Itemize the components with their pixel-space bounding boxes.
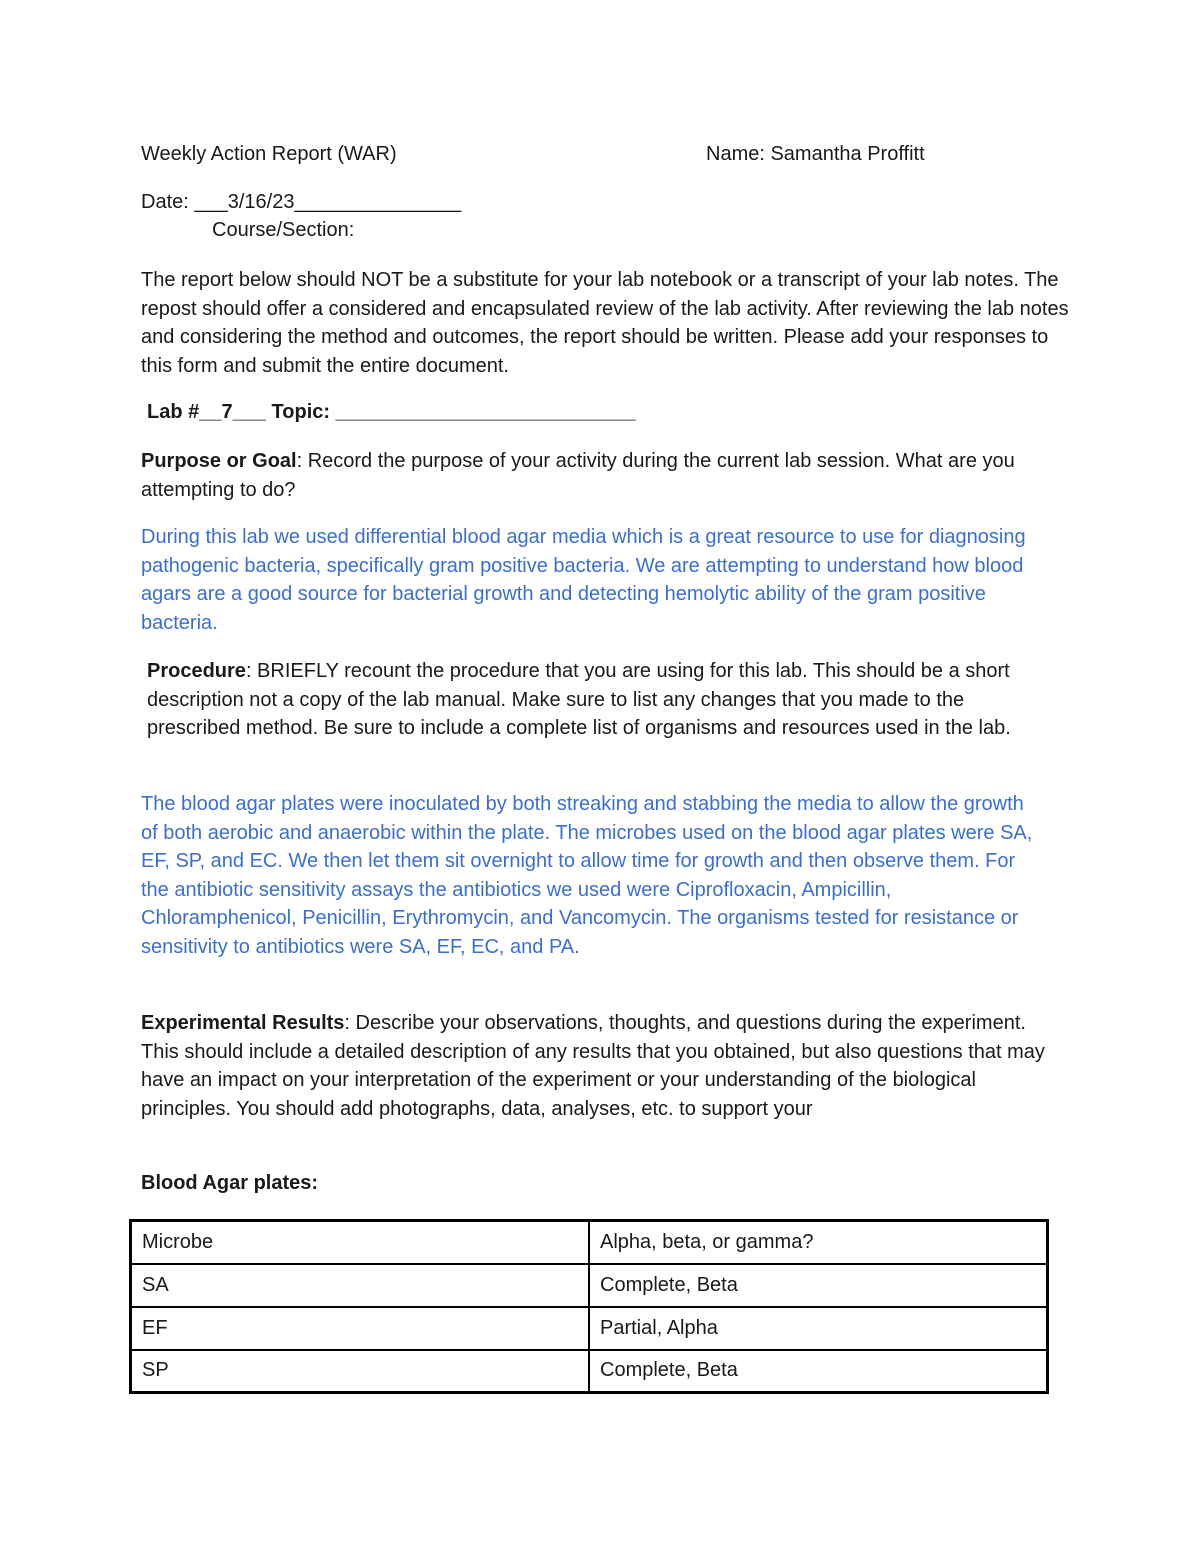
table-header-row: [131, 1221, 1048, 1264]
purpose-prompt: [141, 447, 1071, 504]
table-cell-hemolysis: Partial, Alpha: [589, 1307, 1048, 1350]
purpose-label: Purpose or Goal: [141, 450, 297, 472]
table-cell-microbe: SP: [131, 1350, 590, 1393]
results-prompt-text: : Describe your observations, thoughts, and questions during the experiment. This should include a detailed description of any results that you obtained, but also questions that may have an impact on your interpretation of the experiment or your understanding of the biological principles. You should add photographs, data, analyses, etc. to support your: [141, 1012, 1045, 1120]
report-title: Weekly Action Report (WAR): [141, 143, 397, 165]
column-header-hemolysis: Alpha, beta, or gamma?: [589, 1221, 1048, 1264]
date-line: Date: ___3/16/23_______________: [141, 191, 462, 213]
course-section-line: Course/Section:: [212, 219, 355, 241]
results-label: Experimental Results: [141, 1012, 345, 1034]
table-cell-microbe: SA: [131, 1264, 590, 1307]
table-row: [131, 1307, 1048, 1350]
table-cell-hemolysis: Complete, Beta: [589, 1350, 1048, 1393]
procedure-prompt-text: : BRIEFLY recount the procedure that you are using for this lab. This should be a short description not a copy of the lab manual. Make sure to list any changes that you made to the prescribed method. Be sure to include a complete list of organisms and resources used in the lab.: [147, 660, 1011, 739]
intro-paragraph: The report below should NOT be a substitute for your lab notebook or a transcript of your lab notes. The repost should offer a considered and encapsulated review of the lab activity. After reviewing the lab notes and considering the method and outcomes, the report should be written. Please add your responses to this form and submit the entire document.: [141, 269, 1069, 377]
column-header-microbe: Microbe: [131, 1221, 590, 1264]
blood-agar-heading: Blood Agar plates:: [141, 1172, 319, 1194]
table-row: [131, 1350, 1048, 1393]
procedure-response: The blood agar plates were inoculated by both streaking and stabbing the media to allow the growth of both aerobic and anaerobic within the plate. The microbes used on the blood agar plates were SA, EF, SP, and EC. We then let them sit overnight to allow time for growth and then observe them. For the antibiotic sensitivity assays the antibiotics we used were Ciprofloxacin, Ampicillin, Chloramphenicol, Penicillin, Erythromycin, and Vancomycin. The organisms tested for resistance or sensitivity to antibiotics were SA, EF, EC, and PA.: [141, 793, 1033, 958]
purpose-prompt-text: : Record the purpose of your activity during the current lab session. What are you attempting to do?: [141, 450, 1015, 501]
procedure-label: Procedure: [147, 660, 246, 682]
blood-agar-table: [129, 1219, 1049, 1394]
results-prompt: [141, 1009, 1056, 1123]
lab-topic-line: Lab #__7___ Topic: ___________________________: [147, 401, 636, 423]
table-cell-microbe: EF: [131, 1307, 590, 1350]
purpose-response: During this lab we used differential blood agar media which is a great resource to use for diagnosing pathogenic bacteria, specifically gram positive bacteria. We are attempting to understand how blood agars are a good source for bacterial growth and detecting hemolytic ability of the gram positive bacteria.: [141, 526, 1026, 634]
student-name: Name: Samantha Proffitt: [706, 143, 925, 165]
table-cell-hemolysis: Complete, Beta: [589, 1264, 1048, 1307]
table-row: [131, 1264, 1048, 1307]
procedure-prompt: [147, 657, 1057, 743]
